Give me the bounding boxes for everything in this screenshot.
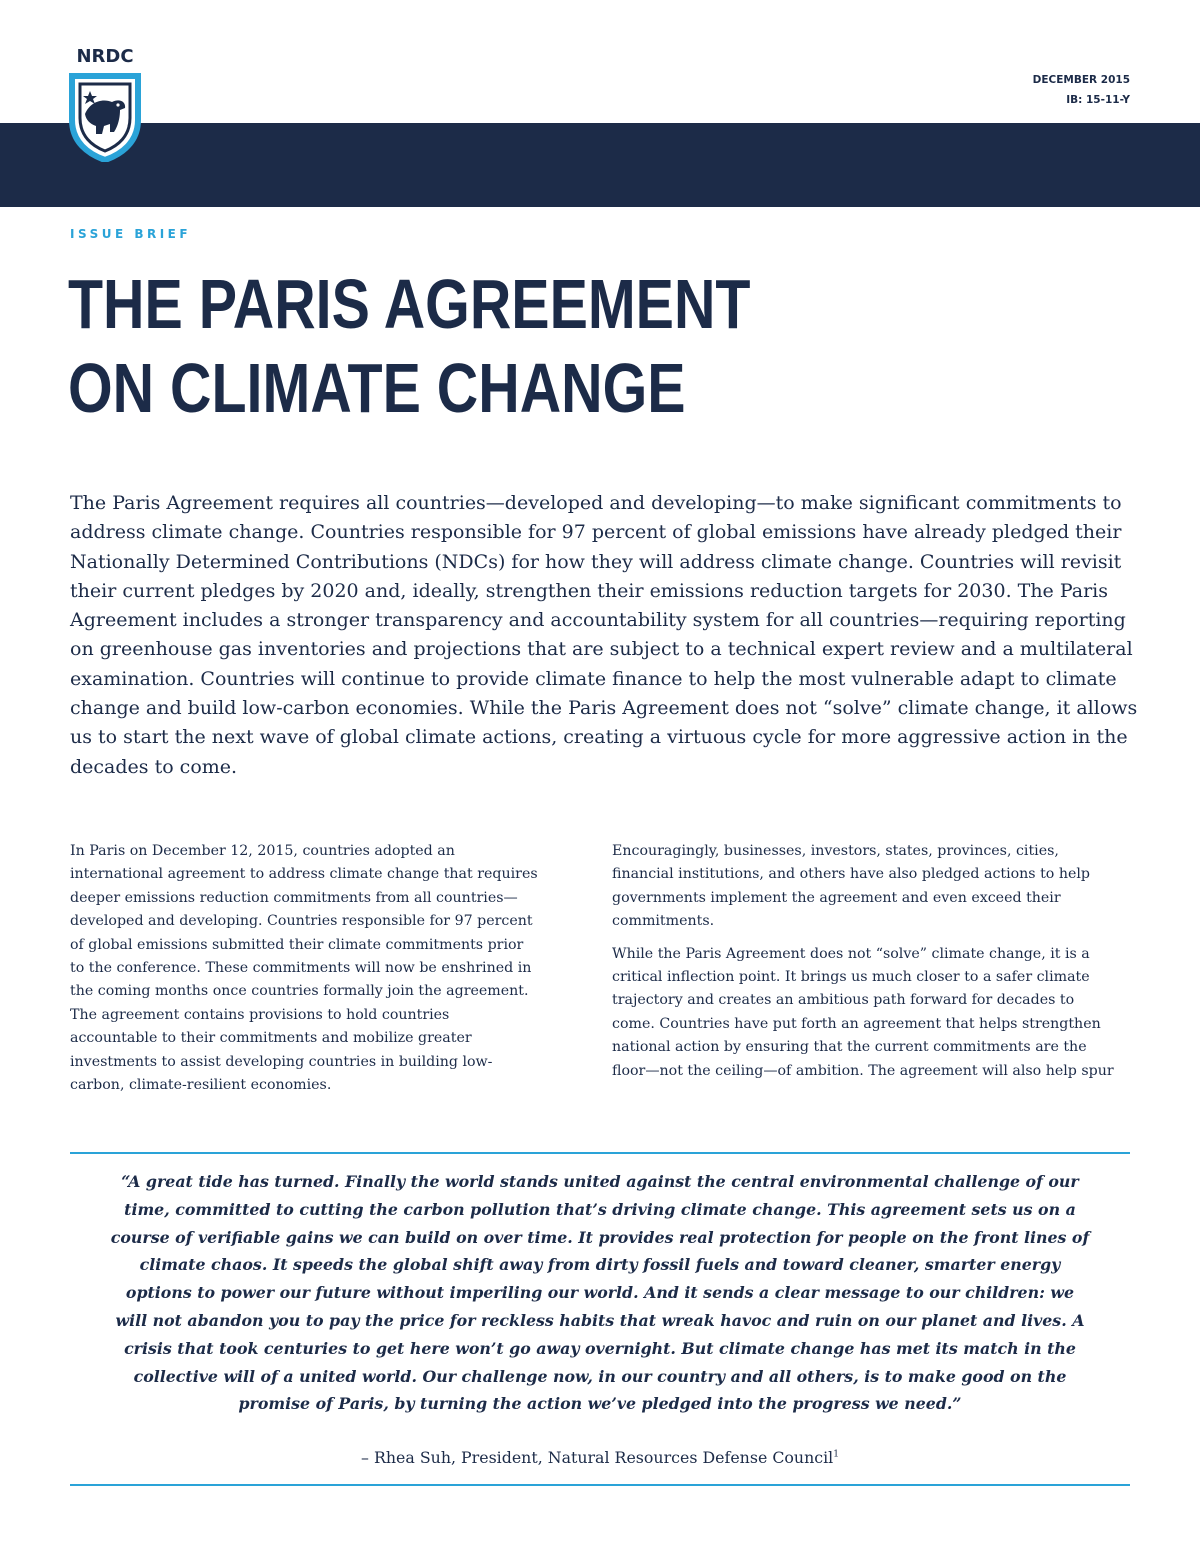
document-meta xyxy=(1033,70,1130,110)
title-line-2: ON CLIMATE CHANGE xyxy=(68,349,686,427)
logo-wordmark: NRDC xyxy=(76,46,134,67)
footnote-marker: 1 xyxy=(833,1449,839,1460)
body-paragraph: In Paris on December 12, 2015, countries adopted an international agreement to address climate change that requires deeper emissions reduction commitments from all countries—developed and developing. Countries responsible for 97 percent of global emissions submitted their climate commitments prior to the conference. These commitments will now be enshrined in the coming months once countries formally join the agreement. The agreement contains provisions to hold countries accountable to their commitments and mobilize greater investments to assist developing countries in building low-carbon, climate-resilient economies. xyxy=(70,843,538,1094)
polar-bear-shield-icon xyxy=(68,72,142,162)
body-column-right xyxy=(612,840,1117,1092)
title-line-1: THE PARIS AGREEMENT xyxy=(68,265,751,343)
lede-paragraph: The Paris Agreement requires all countries—developed and developing—to make significant commitments to address climate change. Countries responsible for 97 percent of global emissions have already pledged their Nationally Determined Contributions (NDCs) for how they will address climate change. Countries will revisit their current pledges by 2020 and, ideally, strengthen their emissions reduction targets for 2030. The Paris Agreement includes a stronger transparency and accountability system for all countries—requiring reporting on greenhouse gas inventories and projections that are subject to a technical expert review and a multilateral examination. Countries will continue to provide climate finance to help the most vulnerable adapt to climate change and build low-carbon economies. While the Paris Agreement does not “solve” climate change, it allows us to start the next wave of global climate actions, creating a virtuous cycle for more aggressive action in the decades to come. xyxy=(70,492,1138,778)
pull-quote: “A great tide has turned. Finally the world stands united against the central environmental challenge of our time, committed to cutting the carbon pollution that’s driving climate change. This agreement sets us on a course of verifiable gains we can build on over time. It provides real protection for people on the front lines of climate chaos. It speeds the global shift away from dirty fossil fuels and toward cleaner, smarter energy options to power our future without imperiling our world. And it sends a clear message to our children: we will not abandon you to pay the price for reckless habits that wreak havoc and ruin on our planet and lives. A crisis that took centuries to get here won’t go away overnight. But climate change has met its match in the collective will of a united world. Our challenge now, in our country and all others, is to make good on the promise of Paris, by turning the action we’ve pledged into the progress we need.” xyxy=(110,1172,1090,1414)
issue-brief-label: ISSUE BRIEF xyxy=(70,227,192,241)
publication-date: DECEMBER 2015 xyxy=(1032,74,1130,86)
body-paragraph: Encouragingly, businesses, investors, states, provinces, cities, financial institutions, and others have also pledged actions to help governments implement the agreement and even exceed their commitments. xyxy=(612,843,1091,930)
nrdc-logo xyxy=(64,46,146,162)
quote-divider-top xyxy=(70,1152,1130,1154)
document-code: IB: 15-11-Y xyxy=(1066,94,1130,106)
quote-attribution xyxy=(110,1446,1090,1470)
page-title xyxy=(68,262,750,430)
header-band xyxy=(0,123,1200,207)
attribution-text: – Rhea Suh, President, Natural Resources Defense Council xyxy=(361,1448,834,1467)
body-column-left xyxy=(70,840,540,1106)
quote-divider-bottom xyxy=(70,1484,1130,1486)
body-paragraph: While the Paris Agreement does not “solve” climate change, it is a critical inflection point. It brings us much closer to a safer climate trajectory and creates an ambitious path forward for decades to come. Countries have put forth an agreement that helps strengthen national action by ensuring that the current commitments are the floor—not the ceiling—of ambition. The agreement will also help spur xyxy=(612,945,1114,1079)
